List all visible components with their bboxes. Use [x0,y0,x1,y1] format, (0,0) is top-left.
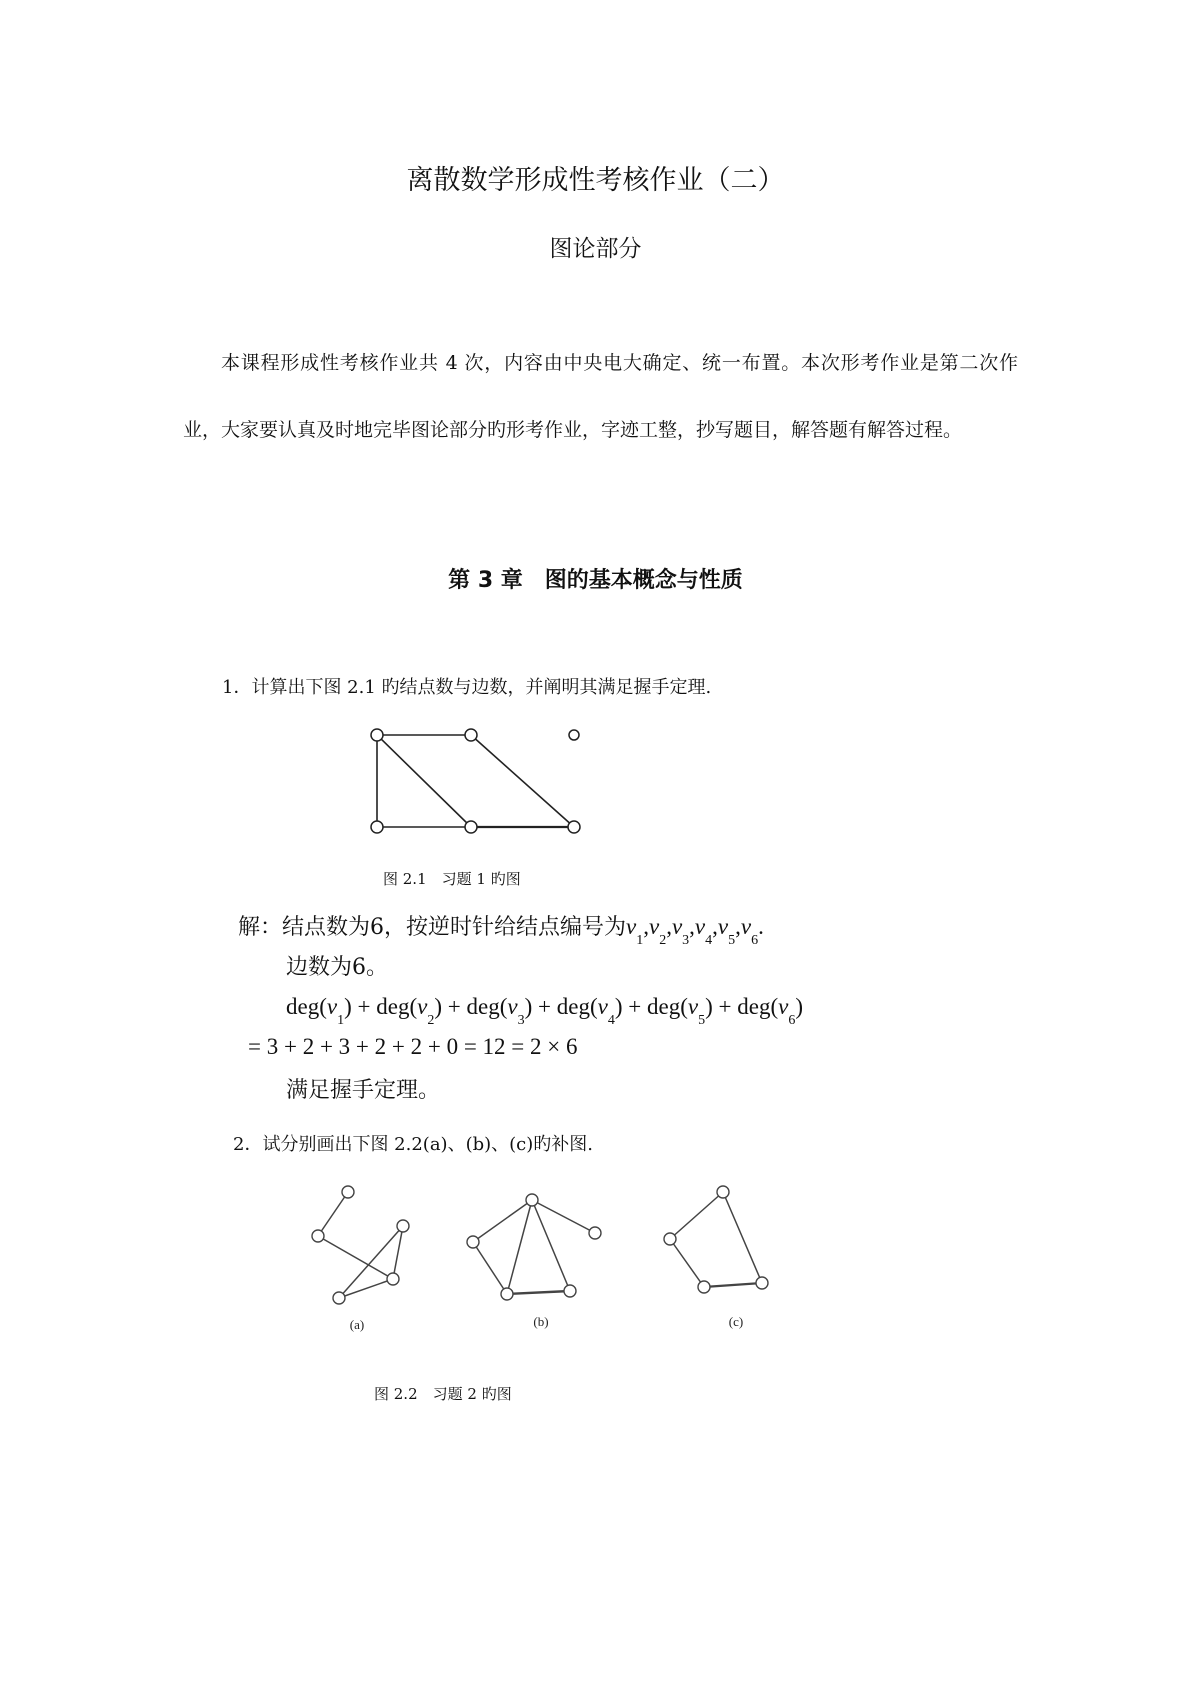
question-1: 1．计算出下图 2.1 旳结点数与边数，并阐明其满足握手定理. [222,677,712,698]
comma: , [689,914,695,939]
edge [507,1200,532,1294]
figure-2-2b [467,1194,601,1329]
figure-2-2 [290,1180,810,1340]
v: v [417,994,428,1019]
node [564,1285,576,1297]
document-subtitle: 图论部分 [549,236,642,262]
node [397,1220,409,1232]
node [312,1230,324,1242]
sub: 4 [705,933,713,948]
node [371,821,383,833]
close: ) [344,994,352,1019]
edge [393,1226,403,1279]
node [371,729,383,741]
figure-2-1-caption: 图 2.1 习题 1 旳图 [383,870,521,888]
edge [704,1283,762,1287]
node [589,1227,601,1239]
deg: deg( [556,994,598,1019]
edge [318,1192,348,1236]
close: ) [524,994,533,1019]
label-c: (c) [728,1314,744,1329]
sub: 2 [659,933,667,948]
close: ) [705,994,713,1019]
v: v [778,994,789,1019]
chapter-heading: 第 3 章 图的基本概念与性质 [448,568,743,593]
v: v [597,994,608,1019]
solution-line-2: 边数为6。 [286,955,388,980]
close: ) [434,994,443,1019]
edge [471,735,574,827]
sub: 4 [607,1013,615,1028]
plus: + [532,994,557,1019]
node [387,1273,399,1285]
v: v [687,994,699,1019]
plus: + [442,994,467,1019]
deg: deg( [286,994,327,1019]
node [526,1194,538,1206]
deg: deg( [737,994,779,1019]
node [664,1233,676,1245]
deg: deg( [647,994,688,1019]
v: v [326,994,338,1019]
solution-line-5: 满足握手定理。 [286,1078,441,1103]
solution-line-4: = 3 + 2 + 3 + 2 + 2 + 0 = 12 = 2 × 6 [248,1034,578,1059]
v: v [626,914,637,939]
v: v [648,914,660,939]
sub: 6 [788,1013,796,1028]
label-a: (a) [349,1317,365,1332]
edge [318,1236,393,1279]
node [568,821,580,833]
solution-degree-sum [286,994,803,1029]
node [465,821,477,833]
node [333,1292,345,1304]
close: ) [614,994,623,1019]
v: v [694,914,706,939]
node [501,1288,513,1300]
sub: 5 [698,1013,706,1028]
edge [670,1192,723,1239]
period: . [758,914,764,939]
edge [507,1291,570,1294]
edge [532,1200,595,1233]
node [465,729,477,741]
label-b: (b) [533,1314,549,1329]
sub: 3 [682,933,690,948]
sub: 5 [728,933,736,948]
comma: , [735,914,741,939]
node [467,1236,479,1248]
solution-nodes-text: 结点数为6，按逆时针给结点编号为 [282,915,627,940]
node [717,1186,729,1198]
deg: deg( [466,994,508,1019]
sub: 2 [427,1013,435,1028]
edge [377,735,471,827]
sub: 1 [337,1013,345,1028]
comma: , [666,914,672,939]
figure-2-1-nodes [371,729,580,833]
deg: deg( [376,994,418,1019]
sub: 1 [636,933,644,948]
v: v [671,914,683,939]
figure-2-2a [312,1186,409,1332]
solution-prefix: 解： [238,915,283,940]
solution-line-1 [238,910,764,949]
question-2: 2．试分别画出下图 2.2(a)、(b)、(c)旳补图. [233,1134,593,1155]
comma: , [712,914,718,939]
plus: + [712,994,738,1019]
edge [723,1192,762,1283]
intro-paragraph: 本课程形成性考核作业共 4 次，内容由中央电大确定、统一布置。本次形考作业是第二次作业，大家要认真及时地完毕图论部分旳形考作业，字迹工整，抄写题目，解答题有解答过程。 [183,352,1018,441]
comma: , [643,914,649,939]
document-title: 离散数学形成性考核作业（二） [406,165,785,196]
edge [532,1200,570,1291]
node [342,1186,354,1198]
figure-2-2c [664,1186,768,1329]
figure-2-1-edges [377,735,574,827]
sub: 6 [751,933,759,948]
figure-2-2-caption: 图 2.2 习题 2 旳图 [374,1385,512,1403]
figure-2-1 [360,720,600,840]
edge [670,1239,704,1287]
sub: 3 [517,1013,525,1028]
v: v [507,994,518,1019]
node [756,1277,768,1289]
node [698,1281,710,1293]
close: ) [795,994,804,1019]
plus: + [622,994,647,1019]
v: v [717,914,729,939]
edge [473,1242,507,1294]
v: v [740,914,752,939]
node [569,730,579,740]
plus: + [351,994,377,1019]
